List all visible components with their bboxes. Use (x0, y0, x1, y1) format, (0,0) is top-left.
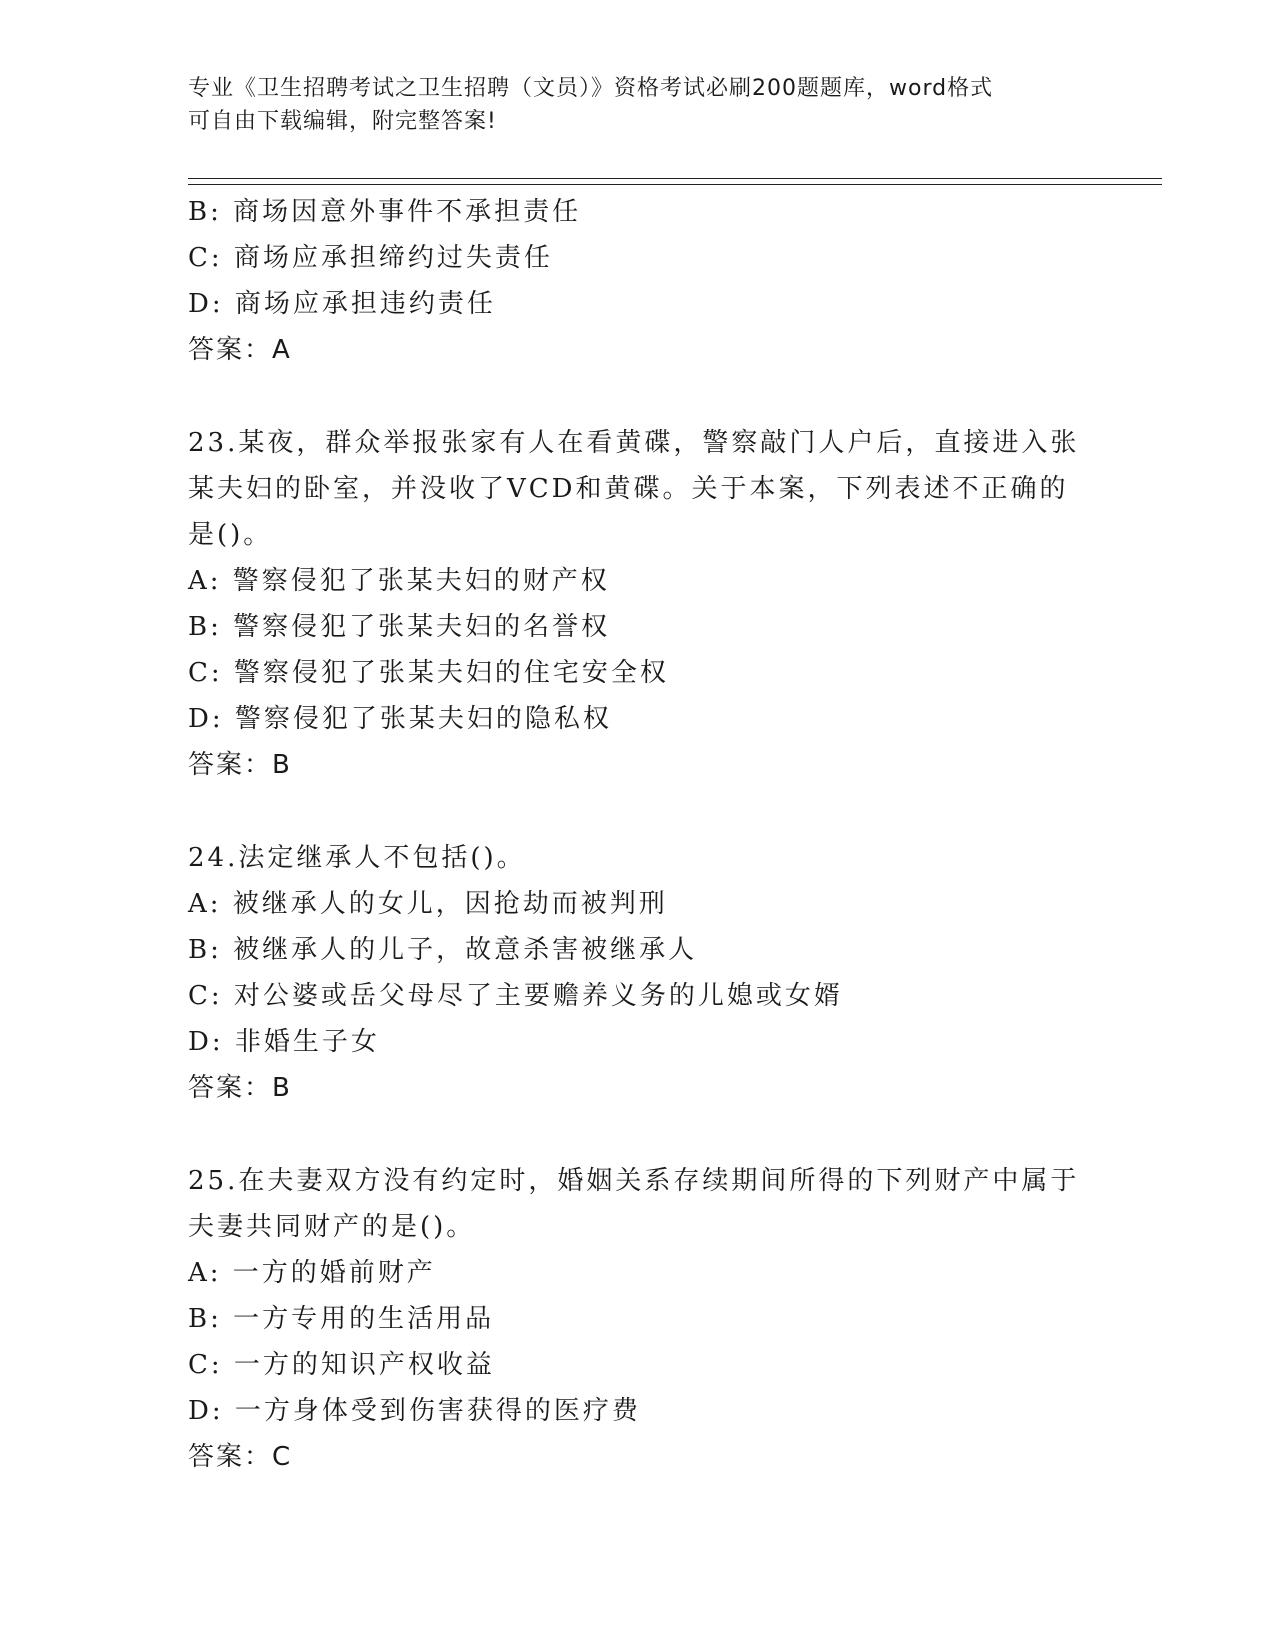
question-stem-line: 是()。 (188, 520, 273, 550)
option-a: A: 被继承人的女儿，因抢劫而被判刑 (188, 889, 668, 919)
option-c: C: 商场应承担缔约过失责任 (188, 243, 553, 273)
question-block-25 (188, 1158, 1088, 1480)
option-c: C: 对公婆或岳父母尽了主要赡养义务的儿媳或女婿 (188, 981, 843, 1011)
option-c: C: 警察侵犯了张某夫妇的住宅安全权 (188, 658, 669, 688)
option-b: B: 商场因意外事件不承担责任 (188, 197, 582, 227)
question-block-23 (188, 420, 1088, 788)
answer-line: 答案：B (188, 1073, 292, 1103)
question-block-partial (188, 189, 1088, 373)
question-stem-line: 24.法定继承人不包括()。 (188, 843, 526, 873)
answer-line: 答案：C (188, 1442, 293, 1472)
option-d: D: 商场应承担违约责任 (188, 289, 496, 319)
header-line-2: 可自由下载编辑，附完整答案! (188, 109, 497, 134)
answer-line: 答案：B (188, 750, 292, 780)
header-divider-bottom (188, 184, 1162, 185)
option-d: D: 一方身体受到伤害获得的医疗费 (188, 1396, 641, 1426)
question-stem-line: 25.在夫妻双方没有约定时，婚姻关系存续期间所得的下列财产中属于 (188, 1166, 1080, 1196)
header-divider-top (188, 178, 1162, 179)
answer-line: 答案：A (188, 335, 292, 365)
option-c: C: 一方的知识产权收益 (188, 1350, 495, 1380)
option-d: D: 警察侵犯了张某夫妇的隐私权 (188, 704, 612, 734)
option-d: D: 非婚生子女 (188, 1027, 380, 1057)
header-line-1: 专业《卫生招聘考试之卫生招聘（文员）》资格考试必刷200题题库，word格式 (188, 76, 994, 101)
document-header (188, 72, 1068, 138)
question-stem-line: 23.某夜，群众举报张家有人在看黄碟，警察敲门人户后，直接进入张 (188, 428, 1080, 458)
option-a: A: 警察侵犯了张某夫妇的财产权 (188, 566, 610, 596)
option-a: A: 一方的婚前财产 (188, 1258, 436, 1288)
option-b: B: 警察侵犯了张某夫妇的名誉权 (188, 612, 611, 642)
option-b: B: 被继承人的儿子，故意杀害被继承人 (188, 935, 698, 965)
question-block-24 (188, 835, 1088, 1111)
question-stem-line: 某夫妇的卧室，并没收了VCD和黄碟。关于本案，下列表述不正确的 (188, 474, 1069, 504)
question-list (188, 189, 1088, 1480)
option-b: B: 一方专用的生活用品 (188, 1304, 495, 1334)
question-stem-line: 夫妻共同财产的是()。 (188, 1212, 476, 1242)
